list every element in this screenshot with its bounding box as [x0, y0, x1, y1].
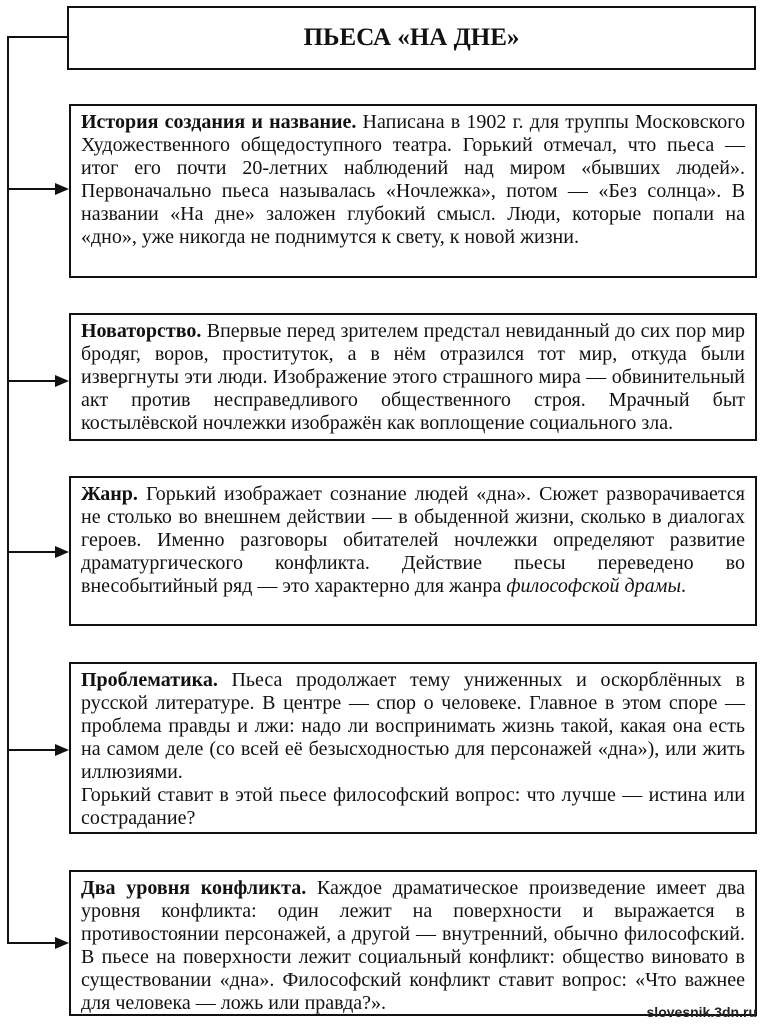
section-heading: Два уровня конфликта. [81, 877, 307, 899]
section-genre [69, 476, 757, 626]
connector-spine [7, 36, 9, 944]
section-text: Впервые перед зрителем предстал невиданный до сих пор мир бродяг, воров, проституток, а в нём отразился тот мир, откуда были извергнуты эти люди. Изображение этого страшного мира — обвинительный акт против несправедливого общественного строя. Мрачный быт костылёвской ночлежки изображён как воплощение социального зла. [81, 320, 745, 434]
genre-term-end: . [680, 575, 686, 597]
connector-branch-5 [7, 942, 59, 944]
section-text-2: Горький ставит в этой пьесе философский вопрос: что лучше — истина или сострадание? [81, 784, 745, 829]
arrow-1-icon [55, 183, 69, 195]
connector-top [7, 36, 67, 38]
section-history [69, 104, 757, 278]
section-heading: Новаторство. [81, 320, 202, 342]
watermark: slovesnik.3dn.ru [646, 1004, 757, 1020]
arrow-4-icon [55, 744, 69, 756]
section-text: Написана в 1902 г. для труппы Московского Художественного общедоступного театра. Горький отмечал, что пьеса — итог его почти 20-летних наблюдений над миром «бывших людей». Первоначально пьеса называлась «Ночлежка», потом — «Без солнца». В названии «На дне» заложен глубокий смысл. Люди, которые попали на «дно», уже никогда не поднимутся к свету, к новой жизни. [81, 111, 745, 248]
section-heading: История создания и название. [81, 111, 357, 133]
arrow-3-icon [55, 546, 69, 558]
connector-branch-1 [7, 188, 59, 190]
section-conflict [69, 870, 757, 1016]
section-text: Каждое драматическое произведение имеет два уровня конфликта: один лежит на поверхности и выражается в противостоянии персонажей, а другой — внутренний, обычно философский. В пьесе на поверхности лежит социальный конфликт: общество виновато в существовании «дна». Философский конфликт ставит вопрос: «Что важнее для человека — ложь или правда?». [81, 877, 746, 1014]
arrow-5-icon [55, 937, 69, 949]
connector-branch-3 [7, 551, 59, 553]
genre-term: философской драмы [506, 575, 681, 597]
section-heading: Проблематика. [81, 669, 218, 691]
connector-branch-2 [7, 380, 59, 382]
section-problems [69, 662, 757, 834]
section-heading: Жанр. [81, 483, 138, 505]
section-innovation [69, 313, 757, 441]
section-text: Пьеса продолжает тему униженных и оскорблённых в русской литературе. В центре — спор о человеке. Главное в этом споре — проблема правды и лжи: надо ли воспринимать жизнь такой, какая она есть на самом деле (со всей её безысходностью для персонажей «дна»), или жить иллюзиями. [81, 669, 745, 783]
page-title: ПЬЕСА «НА ДНЕ» [67, 6, 756, 70]
section-text: Горький изображает сознание людей «дна». Сюжет разворачивается не столько во внешнем действии — в обыденной жизни, сколько в диалогах героев. Именно разговоры обитателей ночлежки определяют развитие драматургического конфликта. Действие пьесы переведено во внесобытийный ряд — это характерно для жанра [81, 483, 745, 597]
arrow-2-icon [55, 375, 69, 387]
connector-branch-4 [7, 749, 59, 751]
